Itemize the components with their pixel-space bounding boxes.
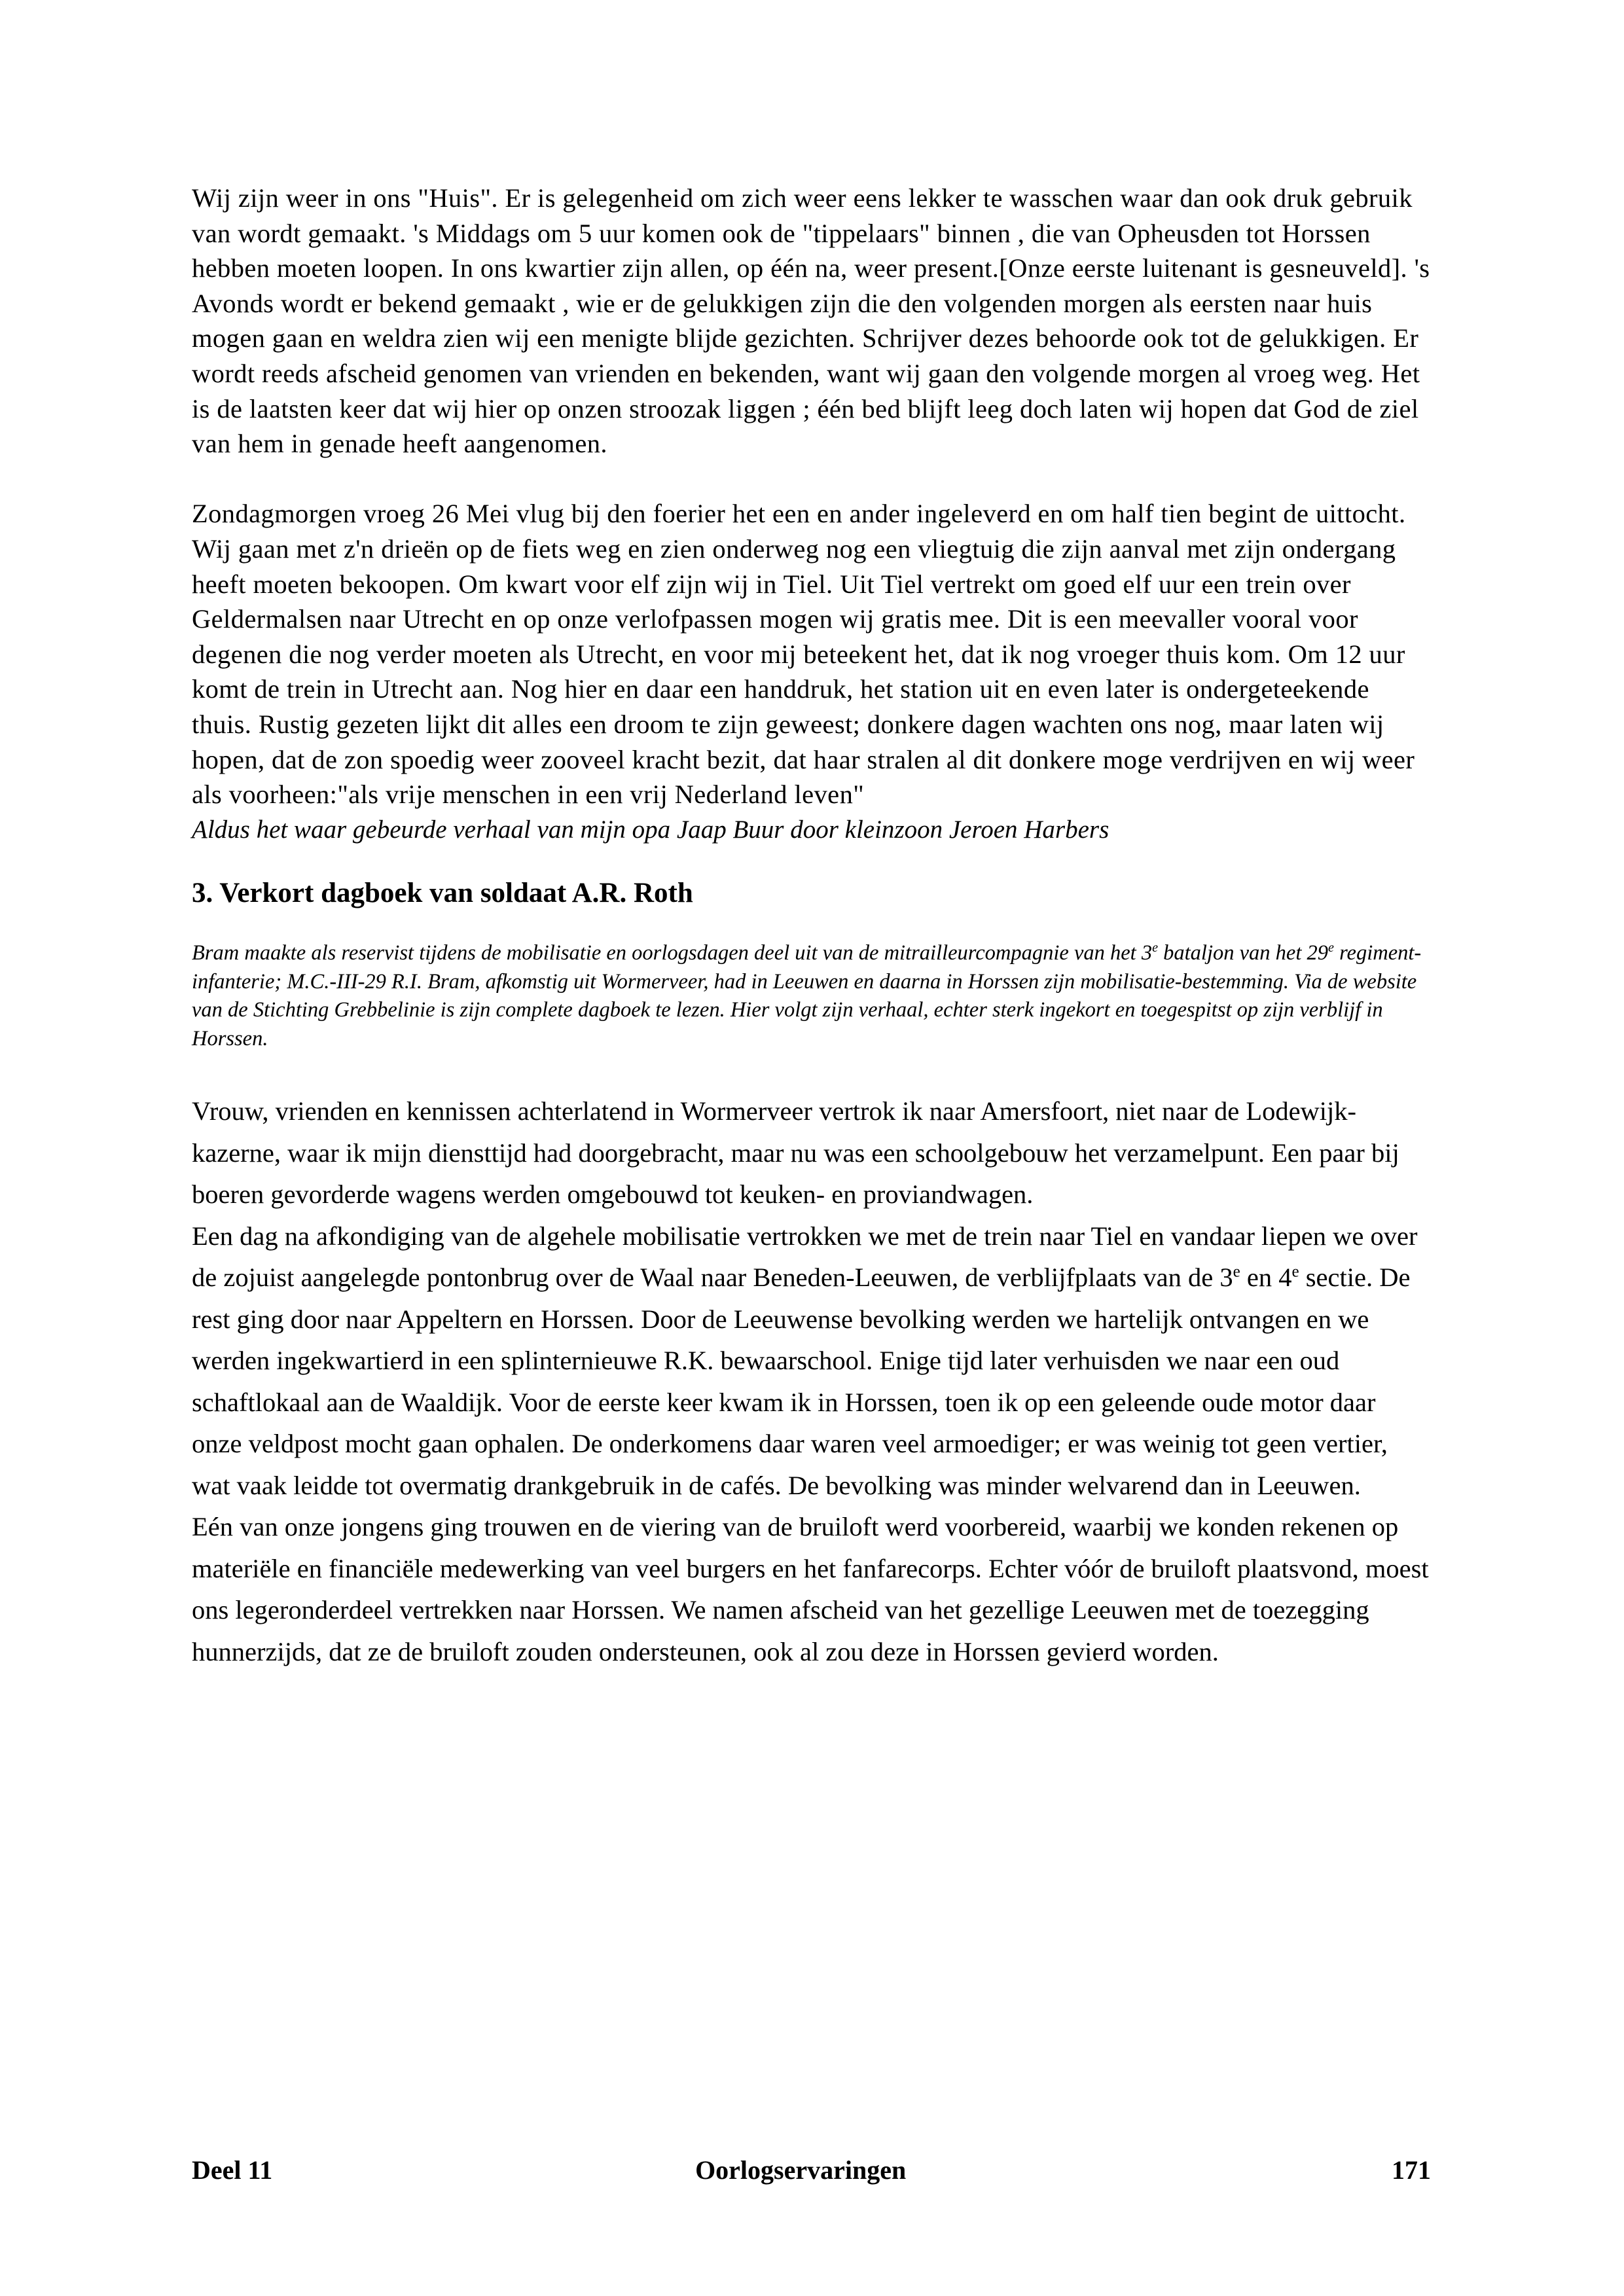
- intro-note-line-4: dagboek te lezen. Hier volgt zijn verhaal, echter sterk ingekort en toegespitst op zijn verblijf in Horssen.: [192, 998, 1383, 1050]
- narrative-paragraph-3: Eén van onze jongens ging trouwen en de viering van de bruiloft werd voorbereid, waarbij we konden rekenen op materiële en financiële medewerking van veel burgers en het fanfarecorps. Echter vóór de bruiloft plaatsvond, moest ons legeronderdeel vertrekken naar Horssen. We namen afscheid van het gezellige Leeuwen met de toezegging hunnerzijds, dat ze de bruiloft zouden ondersteunen, ook al zou deze in Horssen gevierd worden.: [192, 1512, 1429, 1666]
- footer-title: Oorlogservaringen: [695, 2155, 907, 2185]
- footer-page-number: 171: [1392, 2155, 1431, 2185]
- paragraph-diary-closing: Wij zijn weer in ons "Huis". Er is gelegenheid om zich weer eens lekker te wasschen waar dan ook druk gebruik van wordt gemaakt. 's Middags om 5 uur komen ook de "tippelaars" binnen , die van Opheusden tot Horssen hebben moeten loopen. In ons kwartier zijn allen, op één na, weer present.[Onze eerste luitenant is gesneuveld]. 's Avonds wordt er bekend gemaakt , wie er de gelukkigen zijn die den volgenden morgen als eersten naar huis mogen gaan en weldra zien wij een menigte blijde gezichten. Schrijver dezes behoorde ook tot de gelukkigen. Er wordt reeds afscheid genomen van vrienden en bekenden, want wij gaan den volgende morgen al vroeg weg. Het is de laatsten keer dat wij hier op onzen stroozak liggen ; één bed blijft leeg doch laten wij hopen dat God de ziel van hem in genade heeft aangenomen.: [192, 183, 1430, 459]
- narrative-paragraph-1: Vrouw, vrienden en kennissen achterlatend in Wormerveer vertrok ik naar Amersfoort, niet naar de Lodewijk-kazerne, waar ik mijn diensttijd had doorgebracht, maar nu was een schoolgebouw het verzamelpunt. Een paar bij boeren gevorderde wagens werden omgebouwd tot keuken- en proviandwagen.: [192, 1096, 1399, 1210]
- superscript-ordinal-4e-sectie: e: [1291, 1263, 1299, 1281]
- section-heading-3: 3. Verkort dagboek van soldaat A.R. Roth: [192, 878, 693, 909]
- paragraph-journey-home: Zondagmorgen vroeg 26 Mei vlug bij den foerier het een en ander ingeleverd en om half tien begint de uittocht. Wij gaan met z'n drieën op de fiets weg en zien onderweg nog een vliegtuig die zijn aanval met zijn ondergang heeft moeten bekoopen. Om kwart voor elf zijn wij in Tiel. Uit Tiel vertrekt om goed elf uur een trein over Geldermalsen naar Utrecht en op onze verlofpassen mogen wij gratis mee. Dit is een meevaller vooral voor degenen die nog verder moeten als Utrecht, en voor mij beteekent het, dat ik nog vroeger thuis kom. Om 12 uur komt de trein in Utrecht aan. Nog hier en daar een handdruk, het station uit en even later is ondergeteekende thuis. Rustig gezeten lijkt dit alles een droom te zijn geweest; donkere dagen wachten ons nog, maar laten wij hopen, dat de zon spoedig weer zooveel kracht bezit, dat haar stralen al dit donkere moge verdrijven en wij weer als voorheen:"als vrije menschen in een vrij Nederland leven": [192, 499, 1415, 810]
- narrative-paragraph-2-a: Een dag na afkondiging van de algehele mobilisatie vertrokken we met de trein naar Tiel en vandaar liepen we over de zojuist aangelegde pontonbrug over de Waal naar Beneden-Leeuwen, de verblijfplaats van de 3: [192, 1221, 1418, 1293]
- intro-note-line-2-a: 3: [1141, 941, 1153, 965]
- narrative-paragraph-2: [192, 1215, 1431, 1507]
- narrative-paragraph-2-b: en 4: [1240, 1263, 1292, 1293]
- attribution-line: Aldus het waar gebeurde verhaal van mijn opa Jaap Buur door kleinzoon Jeroen Harbers: [192, 815, 1110, 844]
- intro-note-line-3: en daarna in Horssen zijn mobilisatie-bestemming. Via de website van de Stichting Grebbelinie is zijn complete: [192, 969, 1417, 1022]
- footer-part-label: Deel 11: [192, 2155, 273, 2185]
- superscript-ordinal-29e: e: [1328, 941, 1334, 956]
- page-content: [192, 181, 1431, 1672]
- narrative-spacer: [192, 1053, 1431, 1090]
- superscript-ordinal-3e: e: [1152, 941, 1159, 956]
- intro-note-line-2-b: bataljon van het 29: [1158, 941, 1328, 965]
- intro-note-block: [192, 912, 1422, 1053]
- page-footer: [192, 2153, 1431, 2187]
- intro-note-line-1: Bram maakte als reservist tijdens de mobilisatie en oorlogsdagen deel uit van de mitrailleurcompagnie van het: [192, 941, 1136, 965]
- intro-note-line-2-c: regiment-infanterie; M.C.-III-29 R.I. Bram, afkomstig uit Wormerveer, had in Leeuwen: [192, 941, 1422, 994]
- narrative-paragraph-2-c: sectie. De rest ging door naar Appeltern en Horssen. Door de Leeuwense bevolking werden we hartelijk ontvangen en we werden ingekwartierd in een splinternieuwe R.K. bewaarschool. Enige tijd later verhuisden we naar een oud schaftlokaal aan de Waaldijk. Voor de eerste keer kwam ik in Horssen, toen ik op een geleende oude motor daar onze veldpost mocht gaan ophalen. De onderkomens daar waren veel armoediger; er was weinig tot geen vertier, wat vaak leidde tot overmatig drankgebruik in de cafés. De bevolking was minder welvarend dan in Leeuwen.: [192, 1263, 1411, 1500]
- superscript-ordinal-3e-sectie: e: [1233, 1263, 1240, 1281]
- paragraph-spacer: [192, 461, 1431, 497]
